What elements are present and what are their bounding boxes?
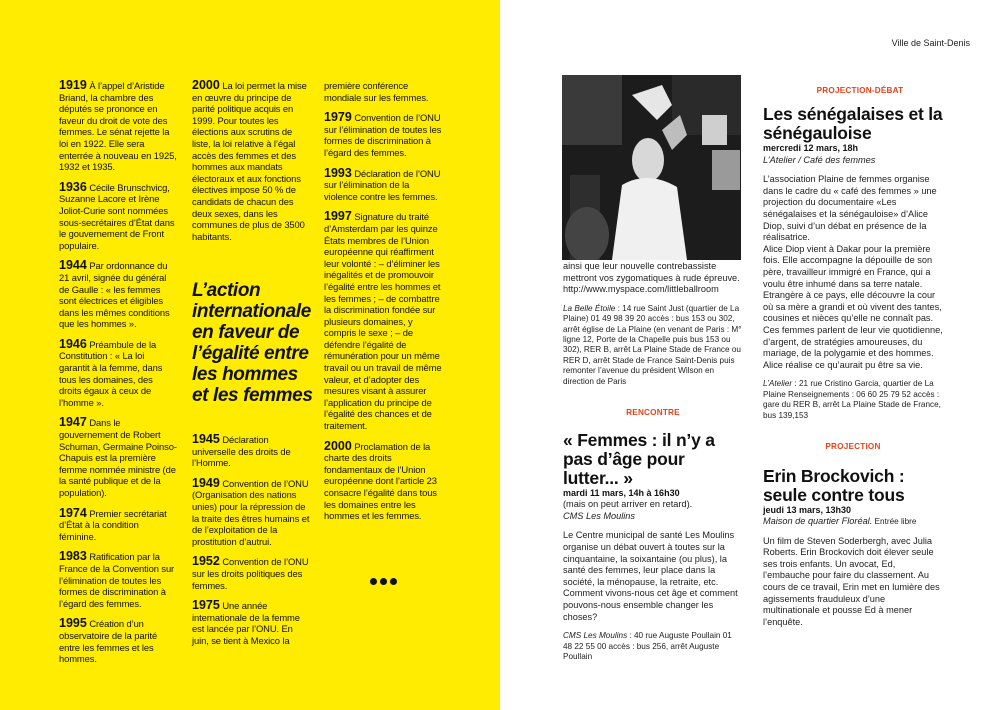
event-place-note: Entrée libre bbox=[872, 517, 917, 527]
timeline-year: 1947 bbox=[59, 415, 87, 430]
dot-icon bbox=[390, 578, 397, 585]
timeline-entry bbox=[192, 475, 310, 548]
timeline-column-1 bbox=[59, 80, 177, 674]
timeline-text: Création d’un observatoire de la parité entre les femmes et les hommes. bbox=[59, 618, 158, 665]
timeline-entry bbox=[324, 438, 444, 522]
timeline-entry bbox=[59, 260, 177, 330]
timeline-text: Convention de l’ONU (Organisation des nations unies) pour la répression de la traite des êtres humains et de l’exploitation de la prostitution d’autrui. bbox=[192, 477, 310, 547]
timeline-entry bbox=[192, 80, 310, 242]
timeline-year: 1983 bbox=[59, 549, 87, 564]
timeline-year: 1993 bbox=[324, 165, 352, 180]
timeline-entry bbox=[192, 434, 310, 469]
timeline-column-2 bbox=[192, 80, 310, 251]
timeline-year: 1936 bbox=[59, 179, 87, 194]
timeline-entry bbox=[59, 618, 177, 664]
timeline-text: Premier secrétariat d’État à la condition féminine. bbox=[59, 507, 167, 542]
timeline-text: Convention de l’ONU sur les droits politiques des femmes. bbox=[192, 556, 309, 591]
timeline-text: Cécile Brunschvicg, Suzanne Lacore et Irène Joliot-Curie sont nommées sous-secrétaires d’État dans le gouvernement de Front populaire. bbox=[59, 181, 175, 251]
event-body: L’association Plaine de femmes organise dans le cadre du « café des femmes » une projection du documentaire «Les sénégalaises et la sénégauloise» d’Alice Diop, suivi d’un débat en présence de la réalisatrice. bbox=[763, 174, 937, 243]
event-date: mercredi 12 mars, 18h bbox=[763, 143, 859, 153]
timeline-text: Préambule de la Constitution : « La loi garantit à la femme, dans tous les domaines, des droits égaux à ceux de l’homme ». bbox=[59, 338, 163, 408]
timeline-entry bbox=[324, 165, 444, 203]
section-title: L’action internationale en faveur de l’égalité entre les hommes et les femmes bbox=[192, 280, 313, 406]
timeline-entry bbox=[324, 112, 444, 158]
timeline-text: Une année internationale de la femme est lancée par l’ONU. En juin, se tient à Mexico la bbox=[192, 600, 300, 646]
event-note: (mais on peut arriver en retard). bbox=[563, 499, 693, 510]
event-place: L’Atelier / Café des femmes bbox=[763, 154, 876, 165]
event-body: Un film de Steven Soderbergh, avec Julia Roberts. Erin Brockovich doit élever seule ses trois enfants. Un avocat, Ed, l’embauche pour faire du classement. Au cours de ce travail, Erin met en lumière des agissements frauduleux d’une multinationale et pousse Ed à mener l’enquête. bbox=[763, 535, 940, 627]
event-place-line bbox=[763, 516, 943, 528]
timeline-continuation: première conférence mondiale sur les femmes. bbox=[324, 80, 429, 103]
venue-address: : 40 rue Auguste Poullain 01 48 22 55 00 accès : bus 256, arrêt Auguste Poullain bbox=[563, 631, 732, 661]
venue-info bbox=[563, 304, 743, 387]
timeline-entry bbox=[192, 556, 310, 591]
event-date: jeudi 13 mars, 13h30 bbox=[763, 504, 852, 515]
timeline-text: Proclamation de la charte des droits fondamentaux de l’Union européenne dont l’article 23 consacre l’égalité dans tous les domaines entre les hommes et les femmes. bbox=[324, 440, 437, 522]
photo-image bbox=[562, 75, 741, 260]
timeline-year: 1945 bbox=[192, 432, 220, 446]
event-body: Le Centre municipal de santé Les Moulins organise un débat ouvert à toutes sur la cinquantaine, la soixantaine (ou plus), la santé des femmes, leur place dans la société, la ménopause, la retraite, etc. Comment vivons-nous cet âge et comment pouvons-nous ensemble changer les choses? bbox=[563, 530, 738, 622]
event-body: Alice Diop vient à Dakar pour la première fois. Elle accompagne la dépouille de son père, travailleur immigré en France, qui a voulu être inhumé dans sa terre natale. Etrangère à ce pays, elle découvre la cour où sa mère a grandi et où vivent des tantes, cousines et nièces qu’elle ne connaît pas. Ces femmes parlent de leur vie quotidienne, d’argent, de stratégies amoureuses, du mariage, de la polygamie et des hommes. Alice réalise ce qu’aurait pu être sa vie. bbox=[763, 243, 943, 370]
event-address bbox=[763, 379, 943, 421]
timeline-year: 2000 bbox=[192, 78, 220, 92]
timeline-column-3 bbox=[324, 80, 444, 531]
timeline-year: 1995 bbox=[59, 616, 87, 631]
timeline-year: 1979 bbox=[324, 110, 352, 125]
timeline-entry bbox=[324, 211, 444, 431]
event-tag-projection: PROJECTION bbox=[825, 441, 881, 451]
timeline-year: 1949 bbox=[192, 475, 220, 490]
timeline-year: 1952 bbox=[192, 554, 220, 569]
timeline-text: Ratification par la France de la Convention sur l’élimination de toutes les formes de discrimination à l’égard des femmes. bbox=[59, 551, 175, 609]
timeline-entry bbox=[59, 417, 177, 498]
timeline-entry bbox=[59, 551, 177, 609]
timeline-entry bbox=[192, 600, 310, 646]
timeline-year: 2000 bbox=[324, 438, 352, 453]
timeline-text: Convention de l’ONU sur l’élimination de toutes les formes de discrimination à l’égard des femmes. bbox=[324, 112, 442, 158]
timeline-column-2-bottom bbox=[192, 434, 310, 656]
timeline-text: Signature du traité d’Amsterdam par les quinze États membres de l’Union européenne qui réaffirment leur volonté : – d’éliminer les inégalités et de promouvoir l’égalité entre les hommes et les femmes ; – de combattre la discrimination fondée sur plusieurs domaines, y compris le sexe ; – de défendre l’égalité de rémunération pour un même travail ou un travail de même valeur, et d’adopter des mesures visant à assurer l’application du principe de l’égalité des chances et de traitement. bbox=[324, 211, 442, 432]
concert-photo bbox=[562, 75, 741, 260]
timeline-year: 1919 bbox=[59, 78, 87, 92]
event-title: Erin Brockovich : seule contre tous bbox=[763, 465, 905, 505]
timeline-text: Déclaration de l’ONU sur l’élimination de la violence contre les femmes. bbox=[324, 167, 441, 202]
venue-address: : 21 rue Cristino Garcia, quartier de La Plaine Renseignements : 06 60 25 79 52 accès : gare du RER B, arrêt La Plaine Stade de France, bus 139,153 bbox=[763, 379, 941, 420]
timeline-entry bbox=[59, 336, 177, 409]
event-place: Maison de quartier Floréal. bbox=[763, 516, 873, 527]
timeline-year: 1944 bbox=[59, 258, 87, 273]
event-title: « Femmes : il n’y a pas d’âge pour lutter... » bbox=[563, 429, 715, 488]
timeline-text: À l’appel d’Aristide Briand, la chambre des députés se prononce en faveur du droit de vote des femmes. Le sénat rejette la loi en 1922. Elle sera enterrée à nouveau en 1925, 1932 et 1935. bbox=[59, 80, 177, 173]
timeline-text: Déclaration universelle des droits de l’Homme. bbox=[192, 434, 291, 469]
right-column bbox=[763, 105, 943, 628]
timeline-text: Dans le gouvernement de Robert Schuman, Germaine Poinso-Chapuis est la première femme nommée ministre (de la santé publique et de la population). bbox=[59, 417, 177, 498]
myspace-link[interactable]: http://www.myspace.com/littleballroom bbox=[563, 284, 719, 295]
event-address bbox=[563, 631, 743, 662]
event-date: mardi 11 mars, 14h à 16h30 bbox=[563, 487, 680, 498]
timeline-entry bbox=[59, 179, 177, 252]
page-header: Ville de Saint-Denis bbox=[891, 38, 970, 48]
timeline-entry bbox=[59, 505, 177, 543]
continuation-dots-icon bbox=[370, 578, 400, 588]
venue-name: L’Atelier bbox=[763, 379, 793, 389]
timeline-year: 1974 bbox=[59, 505, 87, 520]
timeline-year: 1946 bbox=[59, 336, 87, 351]
venue-address: : 14 rue Saint Just (quartier de La Plaine) 01 49 98 39 20 accès : bus 153 ou 302, arrêt église de La Plaine (en venant de Paris : M° ligne 12, Porte de la Chapelle puis bus 153 ou 302), RER B, arrêt La Plaine Stade de France ou RER D, arrêt Stade de France Saint-Denis puis remonter l’avenue du président Wilson en direction de Paris bbox=[563, 303, 742, 386]
middle-column bbox=[563, 261, 743, 662]
event-tag-rencontre: RENCONTRE bbox=[626, 408, 680, 418]
timeline-year: 1997 bbox=[324, 209, 352, 224]
timeline-text: Par ordonnance du 21 avril, signée du général de Gaulle : « les femmes sont électrices et éligibles dans les mêmes conditions que les hommes ». bbox=[59, 260, 170, 330]
photo-caption: ainsi que leur nouvelle contrebassiste mettront vos zygomatiques à rude épreuve. bbox=[563, 261, 740, 283]
timeline-year: 1975 bbox=[192, 598, 220, 613]
venue-name: La Belle Étoile bbox=[563, 303, 616, 313]
timeline-text: La loi permet la mise en œuvre du principe de parité politique acquis en 1999. Pour toutes les élections aux scrutins de liste, la loi relative à l’égal accès des femmes et des hommes aux mandats électoraux et aux fonctions électives impose 50 % de candidats de chacun des deux sexes, dans les communes de plus de 3500 habitants. bbox=[192, 80, 307, 242]
event-tag-projection-debat: PROJECTION-DÉBAT bbox=[816, 86, 904, 95]
event-title: Les sénégalaises et la sénégauloise bbox=[763, 104, 943, 143]
dot-icon bbox=[370, 578, 377, 585]
timeline-entry bbox=[59, 80, 177, 173]
venue-name: CMS Les Moulins bbox=[563, 631, 628, 641]
event-place: CMS Les Moulins bbox=[563, 510, 635, 521]
dot-icon bbox=[380, 578, 387, 585]
